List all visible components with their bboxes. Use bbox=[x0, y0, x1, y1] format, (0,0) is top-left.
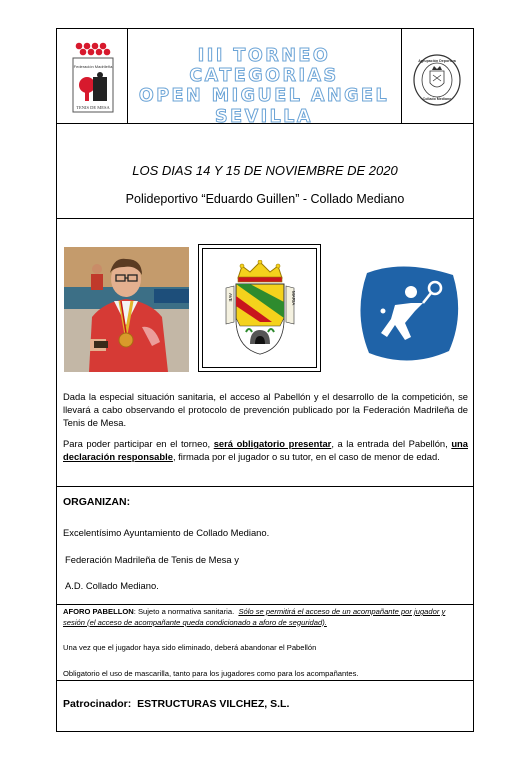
federation-logo-text-top: Federación Madrileña bbox=[73, 64, 113, 69]
elimination-note: Una vez que el jugador haya sido eliminado, deberá abandonar el Pabellón bbox=[63, 643, 317, 652]
title-line-2: OPEN MIGUEL ANGEL bbox=[138, 86, 390, 106]
declaration-text-start: Para poder participar en el torneo, bbox=[63, 438, 214, 449]
poster-frame bbox=[56, 28, 474, 732]
rule-venue bbox=[57, 218, 473, 219]
organizer-item: Excelentísimo Ayuntamiento de Collado Mediano. bbox=[63, 527, 270, 538]
organizers-heading: ORGANIZAN: bbox=[63, 496, 131, 508]
federation-logo-text-bottom: TENIS DE MESA bbox=[76, 105, 110, 110]
rule-vertical-left bbox=[127, 29, 128, 123]
rule-body bbox=[57, 486, 473, 487]
club-seal-text-top: Agrupación Deportiva bbox=[418, 59, 456, 63]
crest-frame bbox=[198, 244, 321, 372]
organizer-item: A.D. Collado Mediano. bbox=[65, 580, 159, 591]
sponsor-label: Patrocinador: bbox=[63, 698, 132, 710]
event-dates: LOS DIAS 14 Y 15 DE NOVIEMBRE DE 2020 bbox=[132, 163, 398, 178]
sponsor-line bbox=[63, 698, 289, 710]
aforo-label: AFORO PABELLON bbox=[63, 607, 134, 616]
rule-notes bbox=[57, 680, 473, 681]
aforo-text: : Sujeto a normativa sanitaria. bbox=[133, 607, 235, 616]
event-venue: Polideportivo “Eduardo Guillen” - Collado Mediano bbox=[125, 192, 405, 206]
title-line-1: III TORNEO CATEGORIAS bbox=[189, 46, 339, 86]
rule-vertical-right bbox=[401, 29, 402, 123]
sponsor-name: ESTRUCTURAS VILCHEZ, S.L. bbox=[137, 698, 290, 710]
club-seal-text-bottom: Collado Mediano bbox=[422, 97, 452, 101]
table-tennis-player-icon bbox=[353, 265, 467, 365]
sanitary-paragraph: Dada la especial situación sanitaria, el acceso al Pabellón y el desarrollo de la competición, se llevará a cabo observando el protocolo de prevención publicado por la Federación Madrileña de Tenis de Mesa. bbox=[63, 391, 468, 428]
federation-logo bbox=[67, 37, 119, 115]
crest-scroll-right: MARIA bbox=[291, 291, 296, 306]
collado-mediano-crest bbox=[220, 260, 300, 356]
mask-note: Obligatorio el uso de mascarilla, tanto para los jugadores como para los acompañantes. bbox=[63, 669, 359, 678]
title-line-3: SEVILLA bbox=[215, 107, 313, 127]
rule-organizers bbox=[57, 604, 473, 605]
declaration-bold-2: una declaración responsable bbox=[63, 438, 468, 462]
player-photo bbox=[64, 247, 189, 372]
crest-scroll-left: AVE bbox=[228, 293, 233, 302]
organizer-item: Federación Madrileña de Tenis de Mesa y bbox=[65, 554, 239, 565]
declaration-paragraph bbox=[63, 437, 468, 463]
aforo-note bbox=[63, 607, 468, 628]
aforo-italic: Sólo se permitirá el acceso de un acompañante por jugador y sesión (el acceso de acompañante queda condicionado a aforo de seguridad). bbox=[63, 607, 446, 627]
declaration-text-mid: , a la entrada del Pabellón, bbox=[331, 438, 452, 449]
declaration-text-end: , firmada por el jugador o su tutor, en el caso de menor de edad. bbox=[172, 451, 440, 462]
declaration-bold-1: será obligatorio presentar bbox=[213, 438, 332, 449]
